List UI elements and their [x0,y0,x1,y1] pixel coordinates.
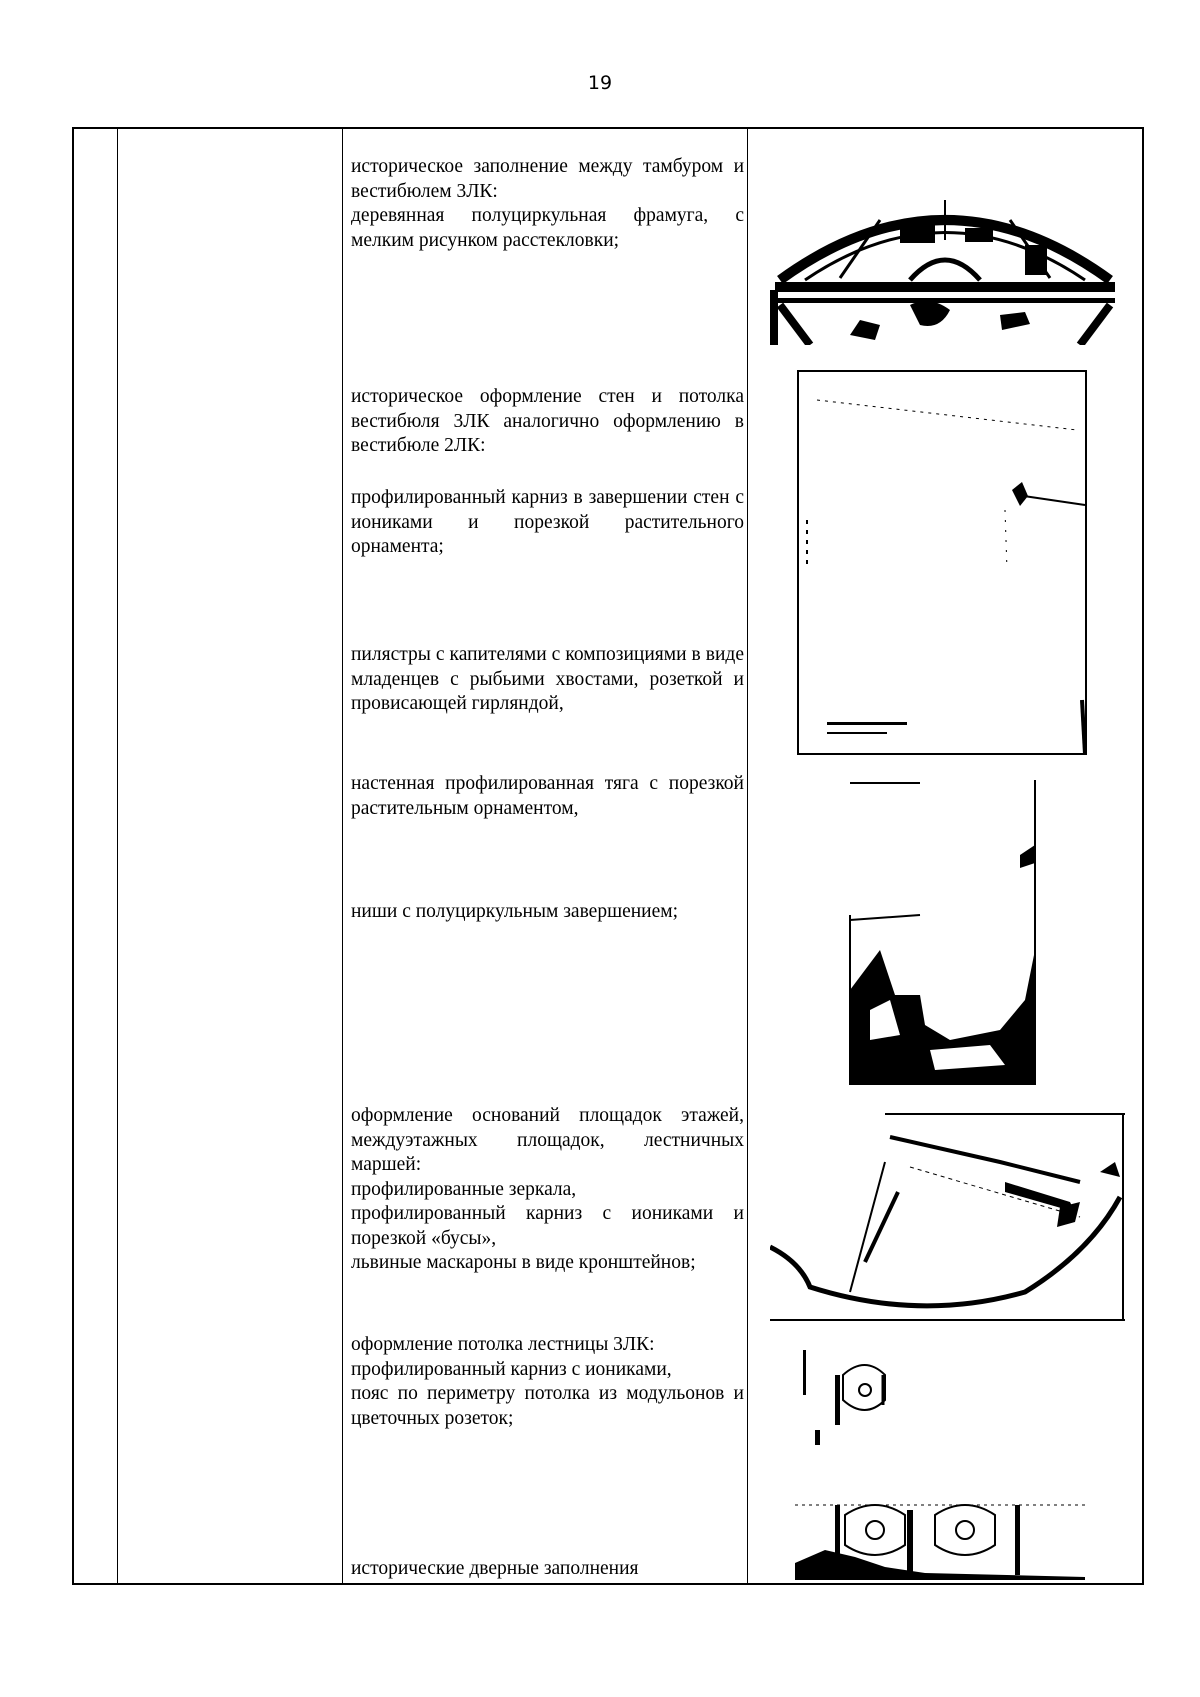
description-line: деревянная полуциркульная фрамуга, с мелким рисунком расстекловки; [351,205,744,251]
description-line: оформление оснований площадок этажей, междуэтажных площадок, лестничных маршей: [351,1105,744,1175]
transom-photo [770,170,1120,345]
vestibule-photo [797,370,1087,755]
description-line: историческое оформление стен и потолка вестибюля 3ЛК аналогично оформлению в вестибюле 2ЛК: [351,386,744,456]
description-line: пояс по периметру потолка из модульонов и цветочных розеток; [351,1383,744,1429]
column-divider [117,129,118,1583]
niche-photo [840,780,1050,1085]
description-block [351,1104,744,1276]
description-block [351,900,744,925]
description-block [351,1333,744,1431]
description-line: ниши с полуциркульным завершением; [351,901,679,922]
column-divider [342,129,343,1583]
description-line: львиные маскароны в виде кронштейнов; [351,1252,696,1273]
description-line: профилированный карниз с иониками и порезкой «бусы», [351,1203,744,1249]
description-line: оформление потолка лестницы 3ЛК: [351,1334,655,1355]
description-block [351,772,744,821]
description-line: исторические дверные заполнения [351,1558,639,1579]
ceiling-photo [795,1345,1085,1580]
description-line: настенная профилированная тяга с порезкой растительным орнаментом, [351,773,744,819]
description-line: пилястры с капителями с композициями в виде младенцев с рыбьими хвостами, розеткой и провисающей гирляндой, [351,644,744,714]
description-block [351,486,744,560]
staircase-photo [770,1112,1125,1322]
description-line: профилированный карниз в завершении стен с иониками и порезкой растительного орнамента; [351,487,744,557]
description-block [351,385,744,459]
description-line: профилированный карниз с иониками, [351,1358,672,1380]
description-line: профилированные зеркала, [351,1178,577,1200]
page-number: 19 [587,72,613,94]
description-block [351,643,744,717]
description-line: историческое заполнение между тамбуром и вестибюлем 3ЛК: [351,156,744,202]
column-divider [747,129,748,1583]
description-block [351,155,744,253]
description-block [351,1557,744,1582]
